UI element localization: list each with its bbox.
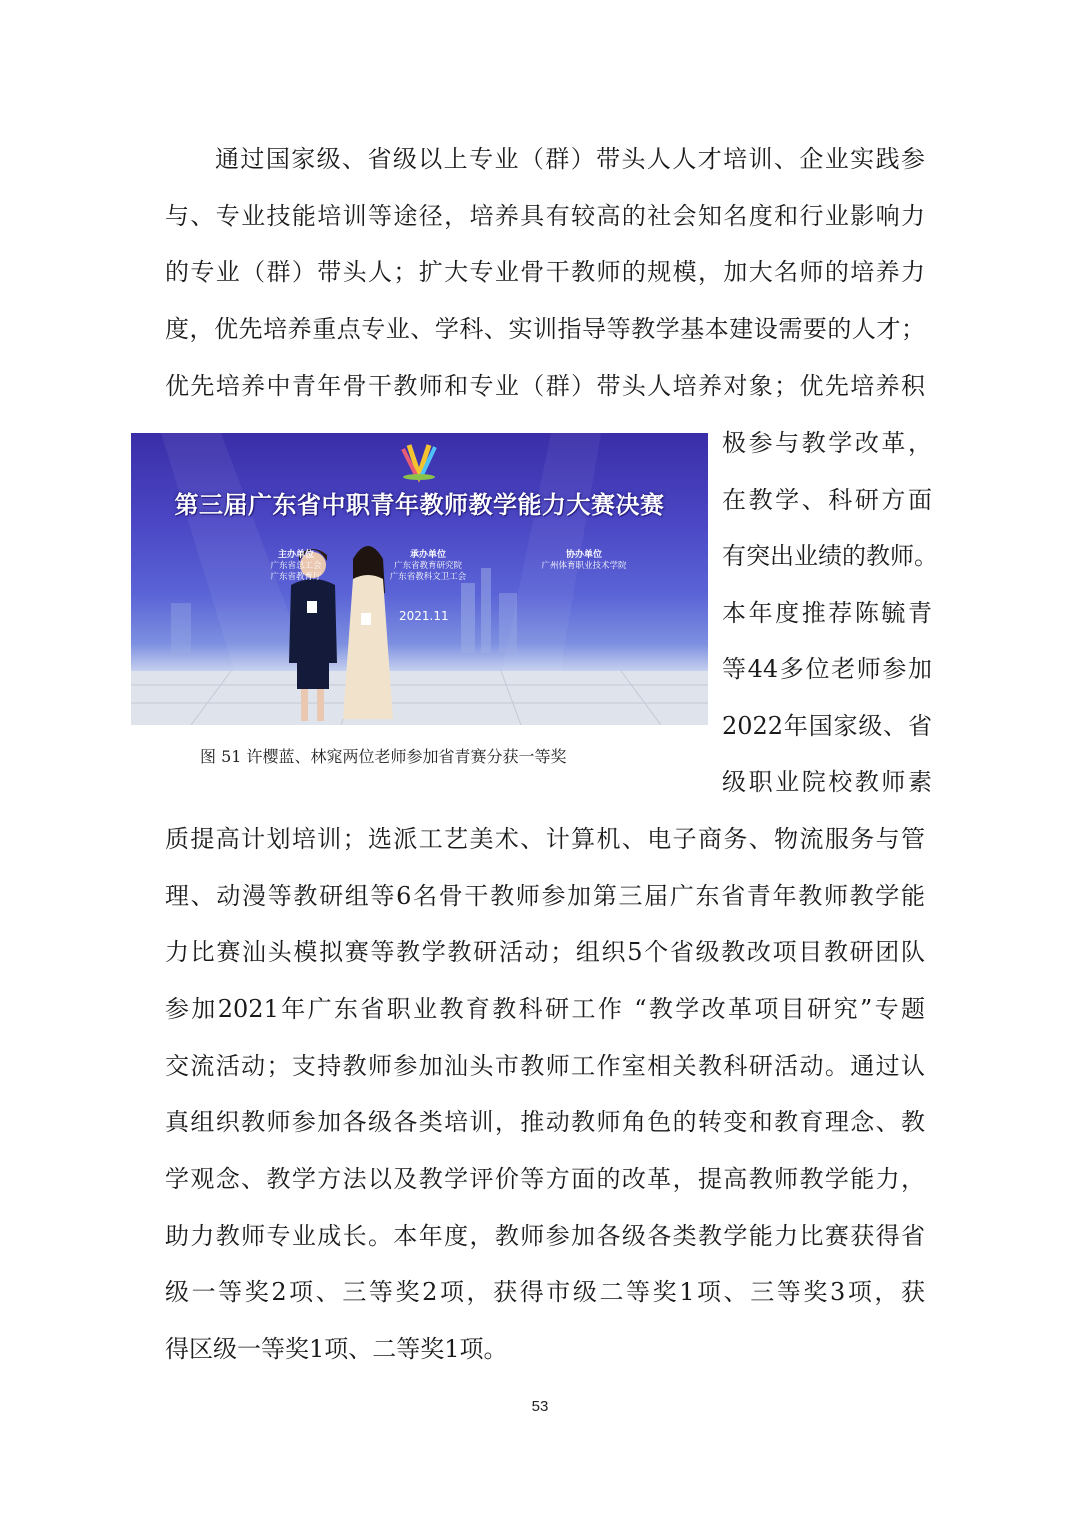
paragraph-line: 学观念、教学方法以及教学评价等方面的改革，提高教师教学能力， <box>165 1165 925 1193</box>
side-line: 级职业院校教师素 <box>722 768 932 796</box>
co-organizer-block <box>509 550 659 572</box>
paragraph-line: 与、专业技能培训等途径，培养具有较高的社会知名度和行业影响力 <box>165 202 925 230</box>
host-line: 广东省教育研究院 <box>393 561 462 571</box>
side-line: 等44多位老师参加 <box>722 655 932 683</box>
host-title: 承办单位 <box>409 550 446 560</box>
event-banner-title: 第三届广东省中职青年教师教学能力大赛决赛 <box>174 491 665 519</box>
side-line: 在教学、科研方面 <box>722 486 932 514</box>
competition-photo <box>131 433 708 725</box>
paragraph-line: 通过国家级、省级以上专业（群）带头人人才培训、企业实践参 <box>215 145 925 173</box>
event-logo-icon <box>403 445 435 480</box>
co-organizer-title: 协办单位 <box>565 550 602 560</box>
organizer-block <box>221 550 371 583</box>
side-line: 2022年国家级、省 <box>722 712 932 740</box>
paragraph-line: 参加2021年广东省职业教育教科研工作 “教学改革项目研究”专题 <box>165 995 925 1023</box>
paragraph-line: 助力教师专业成长。本年度，教师参加各级各类教学能力比赛获得省 <box>165 1222 925 1250</box>
organizer-line: 广东省教育厅 <box>270 572 322 582</box>
side-line: 有突出业绩的教师。 <box>722 542 938 570</box>
paragraph-line: 质提高计划培训；选派工艺美术、计算机、电子商务、物流服务与管 <box>165 825 925 853</box>
page-number: 53 <box>531 1398 549 1415</box>
paragraph-line: 度，优先培养重点专业、学科、实训指导等教学基本建设需要的人才； <box>165 315 925 343</box>
host-block <box>353 550 503 583</box>
figure-caption: 图 51 许樱蓝、林窕两位老师参加省青赛分获一等奖 <box>200 747 567 766</box>
paragraph-line: 优先培养中青年骨干教师和专业（群）带头人培养对象；优先培养积 <box>165 372 925 400</box>
co-organizer-line: 广州体育职业技术学院 <box>541 561 627 571</box>
paragraph-line: 的专业（群）带头人；扩大专业骨干教师的规模，加大名师的培养力 <box>165 258 925 286</box>
event-date: 2021.11 <box>399 609 449 623</box>
paragraph-line: 理、动漫等教研组等6名骨干教师参加第三届广东省青年教师教学能 <box>165 882 925 910</box>
paragraph-line: 真组织教师参加各级各类培训，推动教师角色的转变和教育理念、教 <box>165 1108 925 1136</box>
paragraph-line: 交流活动；支持教师参加汕头市教师工作室相关教科研活动。通过认 <box>165 1052 925 1080</box>
side-line: 本年度推荐陈毓青 <box>722 599 932 627</box>
organizer-line: 广东省总工会 <box>270 561 322 571</box>
side-line: 极参与教学改革， <box>722 429 932 457</box>
organizer-title: 主办单位 <box>277 550 314 560</box>
paragraph-line: 级一等奖2项、三等奖2项，获得市级二等奖1项、三等奖3项，获 <box>165 1278 925 1306</box>
paragraph-line: 得区级一等奖1项、二等奖1项。 <box>165 1335 508 1363</box>
paragraph-line: 力比赛汕头模拟赛等教学教研活动；组织5个省级教改项目教研团队 <box>165 938 925 966</box>
host-line: 广东省教科文卫工会 <box>389 572 467 582</box>
